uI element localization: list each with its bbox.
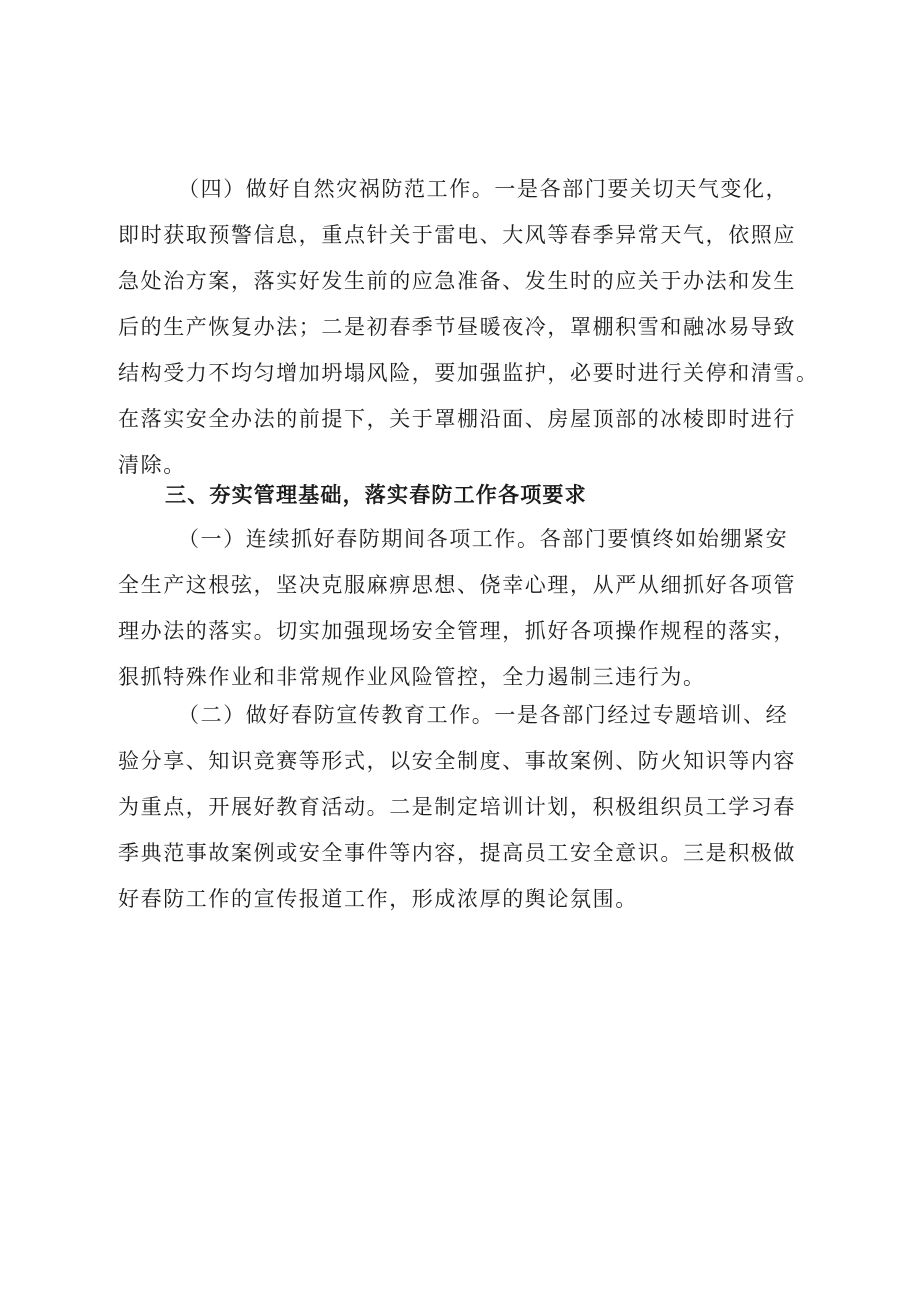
paragraph-line: 理办法的落实。切实加强现场安全管理，抓好各项操作规程的落实， [118, 619, 796, 643]
paragraph-line: 全生产这根弦，坚决克服麻痹思想、侥幸心理，从严从细抓好各项管 [118, 573, 796, 597]
paragraph-line: 为重点，开展好教育活动。二是制定培训计划，积极组织员工学习春 [118, 795, 796, 819]
paragraph-line: 清除。 [118, 453, 186, 477]
paragraph-line: （二）做好春防宣传教育工作。一是各部门经过专题培训、经 [178, 703, 789, 727]
paragraph-line: 季典范事故案例或安全事件等内容，提高员工安全意识。三是积极做 [118, 841, 796, 865]
paragraph-line: 后的生产恢复办法；二是初春季节昼暖夜冷，罩棚积雪和融冰易导致 [118, 315, 796, 339]
paragraph-line: （四）做好自然灾祸防范工作。一是各部门要关切天气变化， [178, 177, 789, 201]
paragraph-line: 在落实安全办法的前提下，关于罩棚沿面、房屋顶部的冰棱即时进行 [118, 407, 796, 431]
paragraph-line: 即时获取预警信息，重点针关于雷电、大风等春季异常天气，依照应 [118, 223, 796, 247]
paragraph-item-two [118, 692, 818, 922]
paragraph-line: （一）连续抓好春防期间各项工作。各部门要慎终如始绷紧安 [178, 527, 789, 551]
paragraph-line: 好春防工作的宣传报道工作，形成浓厚的舆论氛围。 [118, 887, 638, 911]
paragraph-line: 狠抓特殊作业和非常规作业风险管控，全力遏制三违行为。 [118, 665, 706, 689]
paragraph-line: 验分享、知识竞赛等形式，以安全制度、事故案例、防火知识等内容 [118, 749, 796, 773]
paragraph-section-four [118, 166, 818, 488]
paragraph-item-one [118, 516, 818, 700]
paragraph-line: 急处治方案，落实好发生前的应急准备、发生时的应关于办法和发生 [118, 269, 796, 293]
section-heading: 三、夯实管理基础，落实春防工作各项要求 [165, 483, 587, 507]
paragraph-line: 结构受力不均匀增加坍塌风险，要加强监护，必要时进行关停和清雪。 [118, 361, 819, 385]
